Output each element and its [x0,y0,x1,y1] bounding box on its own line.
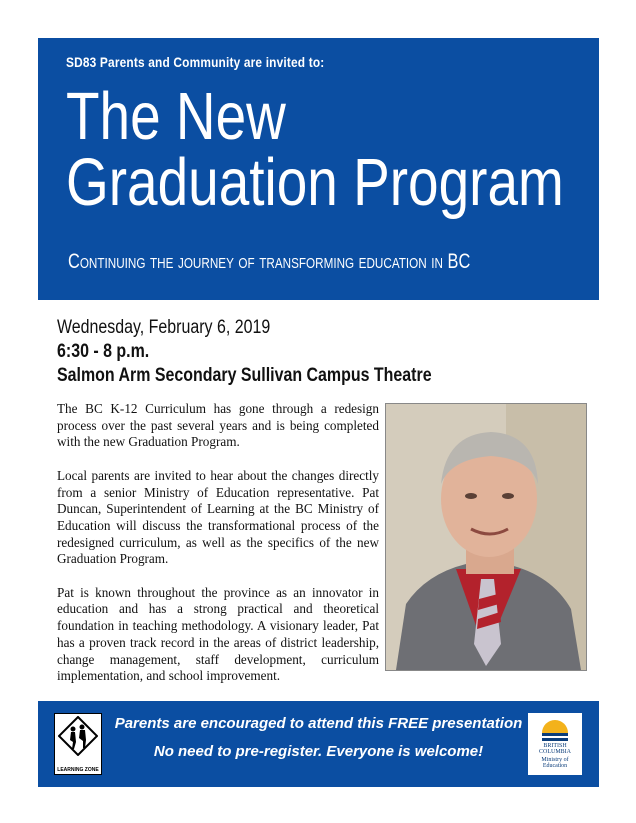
bc-logo-line-4: Education [542,763,568,769]
subtitle: Continuing the journey of transforming education in BC [68,250,471,273]
bc-sun-icon [540,717,570,741]
footer-message-free: Parents are encouraged to attend this FREE presentation [114,715,523,732]
bc-logo-line-3: Ministry of [541,757,569,763]
bc-logo-line-1: BRITISH [543,743,567,749]
paragraph-invitation: Local parents are invited to hear about the changes directly from a senior Ministry of Education representative. Pat Duncan, Superintendent of Learning at the BC Ministry of Education will discuss the transformational process of the redesigned curriculum, as well as the specifics of the new Graduation Program. [57,467,379,567]
footer-banner [38,701,599,787]
page-title [66,79,564,220]
event-details [57,316,432,388]
bc-logo-line-2: COLUMBIA [538,749,571,755]
event-time: 6:30 - 8 p.m. [57,341,150,362]
paragraph-intro: The BC K-12 Curriculum has gone through a redesign process over the past several years and is being completed with the new Graduation Program. [57,401,379,450]
learning-zone-label: LEARNING ZONE [57,767,99,773]
event-date: Wednesday, February 6, 2019 [57,317,271,338]
description [57,401,379,702]
bc-ministry-logo [528,713,582,775]
invite-line: SD83 Parents and Community are invited to: [66,54,325,70]
title-line-1: The New [66,79,286,154]
paragraph-speaker-bio: Pat is known throughout the province as an innovator in education and has a strong practical and theoretical foundation in teaching methodology. A visionary leader, Pat has a proven track record in the areas of district leadership, change management, staff development, curriculum implementation, and school improvement. [57,584,379,684]
footer-message-register: No need to pre-register. Everyone is welcome! [153,743,484,760]
title-line-2: Graduation Program [66,145,564,220]
header-banner [38,38,599,300]
speaker-photo [385,403,587,671]
event-location: Salmon Arm Secondary Sullivan Campus Theatre [57,365,432,386]
